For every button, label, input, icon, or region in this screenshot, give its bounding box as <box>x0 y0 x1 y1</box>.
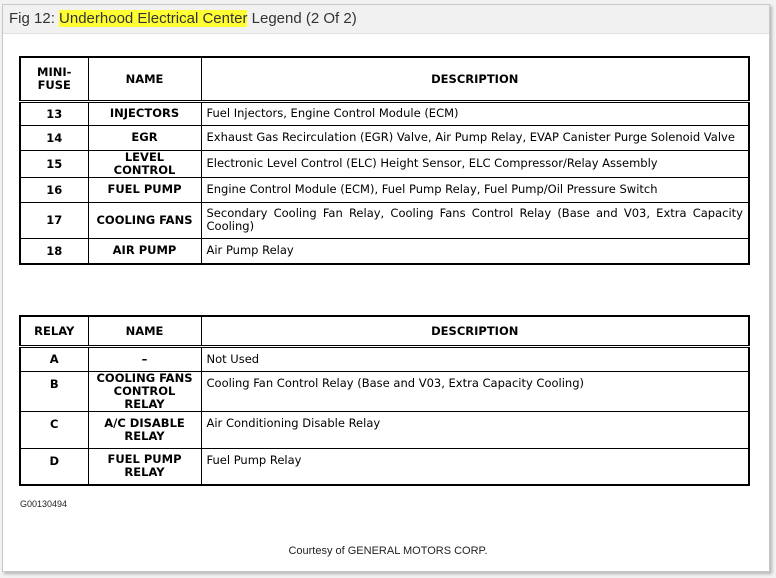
table-row <box>20 346 749 371</box>
fuse-number: 13 <box>20 101 88 125</box>
relay-letter: C <box>20 411 88 448</box>
relay-table <box>19 315 750 486</box>
header-name: NAME <box>88 316 201 346</box>
relay-name: COOLING FANS CONTROL RELAY <box>88 371 201 411</box>
relay-name: – <box>88 346 201 371</box>
table-row <box>20 238 749 264</box>
fuse-number: 14 <box>20 125 88 150</box>
fuse-table-header <box>20 57 749 101</box>
header-name: NAME <box>88 57 201 101</box>
fuse-number: 18 <box>20 238 88 264</box>
fuse-description: Fuel Injectors, Engine Control Module (ECM) <box>201 101 749 125</box>
fuse-description: Exhaust Gas Recirculation (EGR) Valve, Air Pump Relay, EVAP Canister Purge Solenoid Valve <box>201 125 749 150</box>
fuse-name: EGR <box>88 125 201 150</box>
relay-letter: A <box>20 346 88 371</box>
fuse-name: FUEL PUMP <box>88 177 201 202</box>
title-suffix: Legend (2 Of 2) <box>247 10 357 27</box>
figure-code: G00130494 <box>20 499 68 509</box>
relay-table-header <box>20 316 749 346</box>
fuse-description: Secondary Cooling Fan Relay, Cooling Fans Control Relay (Base and V03, Extra Capacity Cooling) <box>201 202 749 238</box>
table-row <box>20 177 749 202</box>
table-row <box>20 150 749 177</box>
fuse-description: Air Pump Relay <box>201 238 749 264</box>
fuse-description: Engine Control Module (ECM), Fuel Pump Relay, Fuel Pump/Oil Pressure Switch <box>201 177 749 202</box>
title-bar <box>3 5 769 34</box>
fuse-number: 15 <box>20 150 88 177</box>
fuse-number: 16 <box>20 177 88 202</box>
table-row <box>20 448 749 485</box>
fuse-name: INJECTORS <box>88 101 201 125</box>
table-row <box>20 101 749 125</box>
mini-fuse-table <box>19 56 750 265</box>
relay-name: A/C DISABLE RELAY <box>88 411 201 448</box>
relay-name: FUEL PUMP RELAY <box>88 448 201 485</box>
table-row <box>20 371 749 411</box>
table-row <box>20 202 749 238</box>
header-description: DESCRIPTION <box>201 57 749 101</box>
fuse-name: AIR PUMP <box>88 238 201 264</box>
relay-description: Fuel Pump Relay <box>201 448 749 485</box>
fuse-name: LEVEL CONTROL <box>88 150 201 177</box>
title-prefix: Fig 12: <box>9 10 60 27</box>
fuse-number: 17 <box>20 202 88 238</box>
relay-description: Air Conditioning Disable Relay <box>201 411 749 448</box>
relay-description: Cooling Fan Control Relay (Base and V03, Extra Capacity Cooling) <box>201 371 749 411</box>
relay-letter: D <box>20 448 88 485</box>
relay-description: Not Used <box>201 346 749 371</box>
header-description: DESCRIPTION <box>201 316 749 346</box>
fuse-description: Electronic Level Control (ELC) Height Sensor, ELC Compressor/Relay Assembly <box>201 150 749 177</box>
courtesy-note: Courtesy of GENERAL MOTORS CORP. <box>288 545 488 557</box>
figure-title <box>9 10 357 27</box>
header-mini-fuse: MINI- FUSE <box>20 57 88 101</box>
fuse-name: COOLING FANS <box>88 202 201 238</box>
header-relay: RELAY <box>20 316 88 346</box>
relay-letter: B <box>20 371 88 411</box>
table-row <box>20 411 749 448</box>
table-row <box>20 125 749 150</box>
title-highlight: Underhood Electrical Center <box>59 10 248 27</box>
